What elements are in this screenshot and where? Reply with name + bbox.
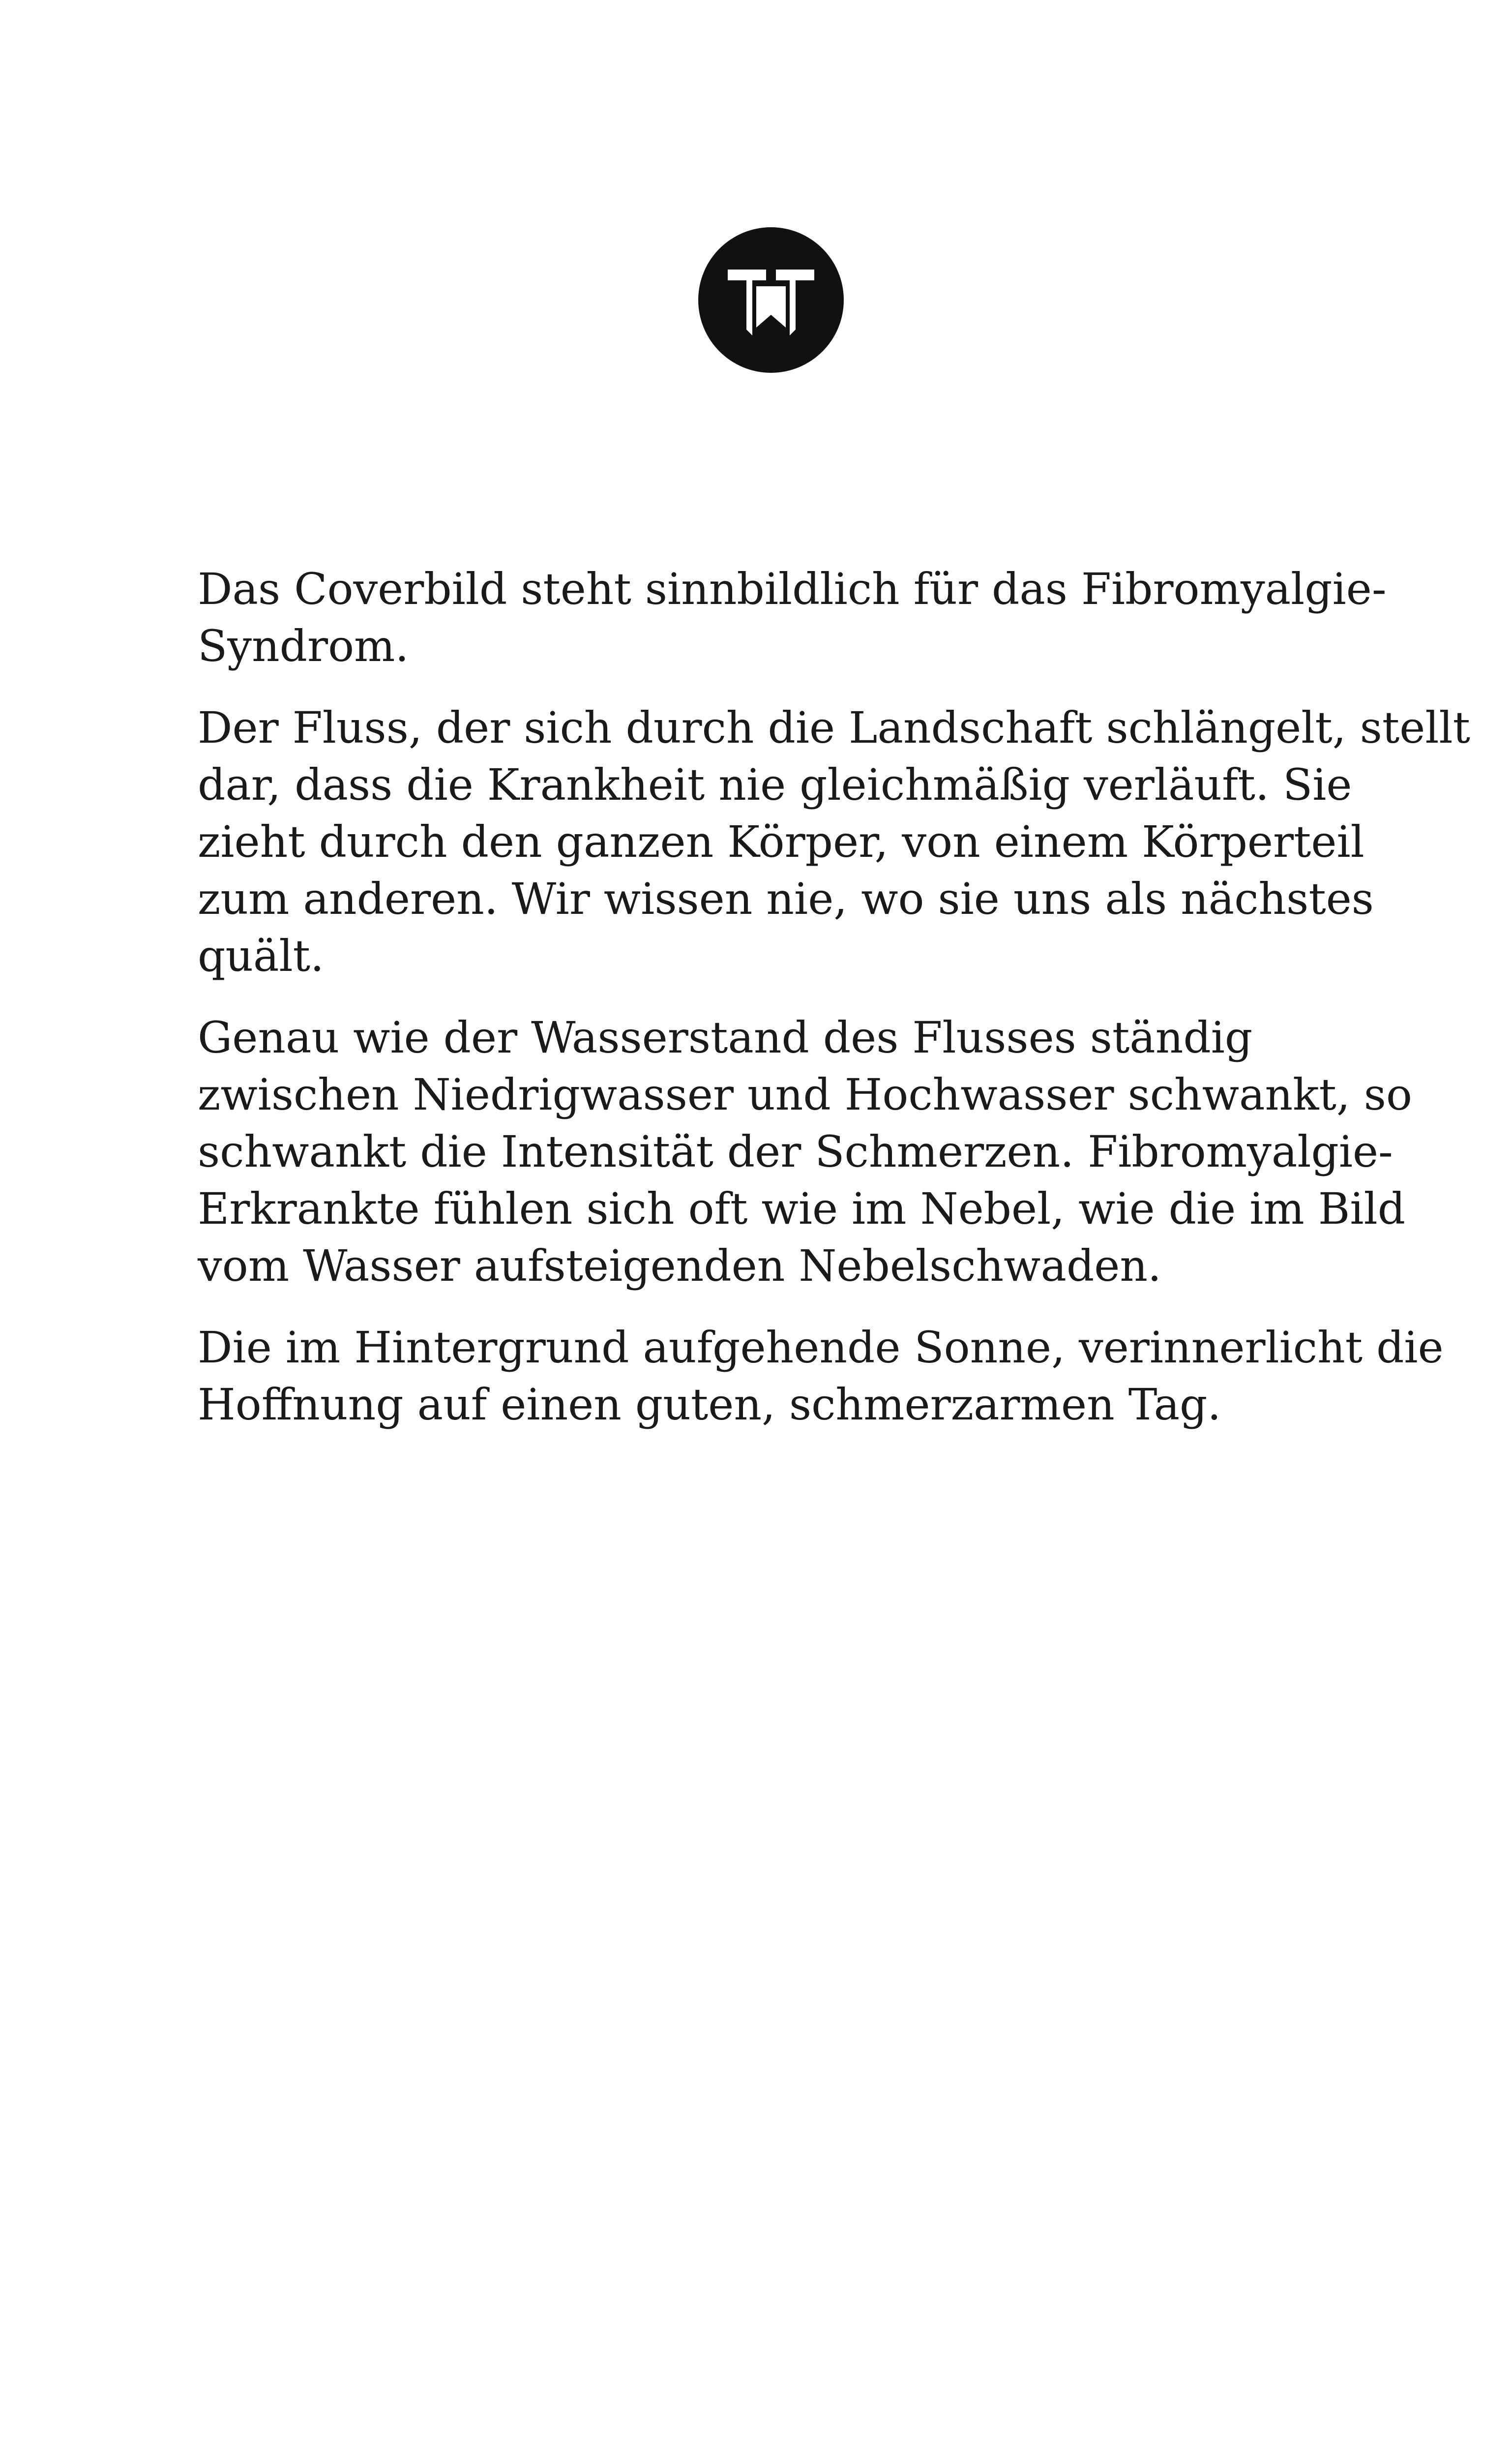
paragraph [198, 561, 1387, 675]
text-line: Hoffnung auf einen guten, schmerzarmen Tag. [198, 1379, 1221, 1430]
text-line: Genau wie der Wasserstand des Flusses ständig [198, 1012, 1253, 1063]
publisher-logo [697, 226, 845, 374]
text-line: Das Coverbild steht sinnbildlich für das Fibromyalgie- [198, 564, 1387, 614]
paragraph [198, 1319, 1444, 1433]
main-text [198, 561, 1470, 1458]
text-line: zum anderen. Wir wissen nie, wo sie uns als nächstes [198, 874, 1374, 924]
paragraph [198, 1009, 1412, 1295]
text-line: quält. [198, 931, 324, 981]
text-line: vom Wasser aufsteigenden Nebelschwaden. [198, 1240, 1162, 1291]
text-line: Erkrankte fühlen sich oft wie im Nebel, wie die im Bild [198, 1183, 1406, 1234]
text-line: Die im Hintergrund aufgehende Sonne, verinnerlicht die [198, 1322, 1444, 1373]
publisher-logo-icon [697, 226, 845, 374]
paragraph [198, 699, 1470, 985]
text-line: zieht durch den ganzen Körper, von einem Körperteil [198, 816, 1364, 867]
text-line: dar, dass die Krankheit nie gleichmäßig verläuft. Sie [198, 759, 1352, 810]
text-line: Syndrom. [198, 621, 409, 671]
text-line: zwischen Niedrigwasser und Hochwasser schwankt, so [198, 1069, 1412, 1120]
text-line: Der Fluss, der sich durch die Landschaft schlängelt, stellt [198, 702, 1470, 753]
text-line: schwankt die Intensität der Schmerzen. Fibromyalgie- [198, 1126, 1393, 1177]
